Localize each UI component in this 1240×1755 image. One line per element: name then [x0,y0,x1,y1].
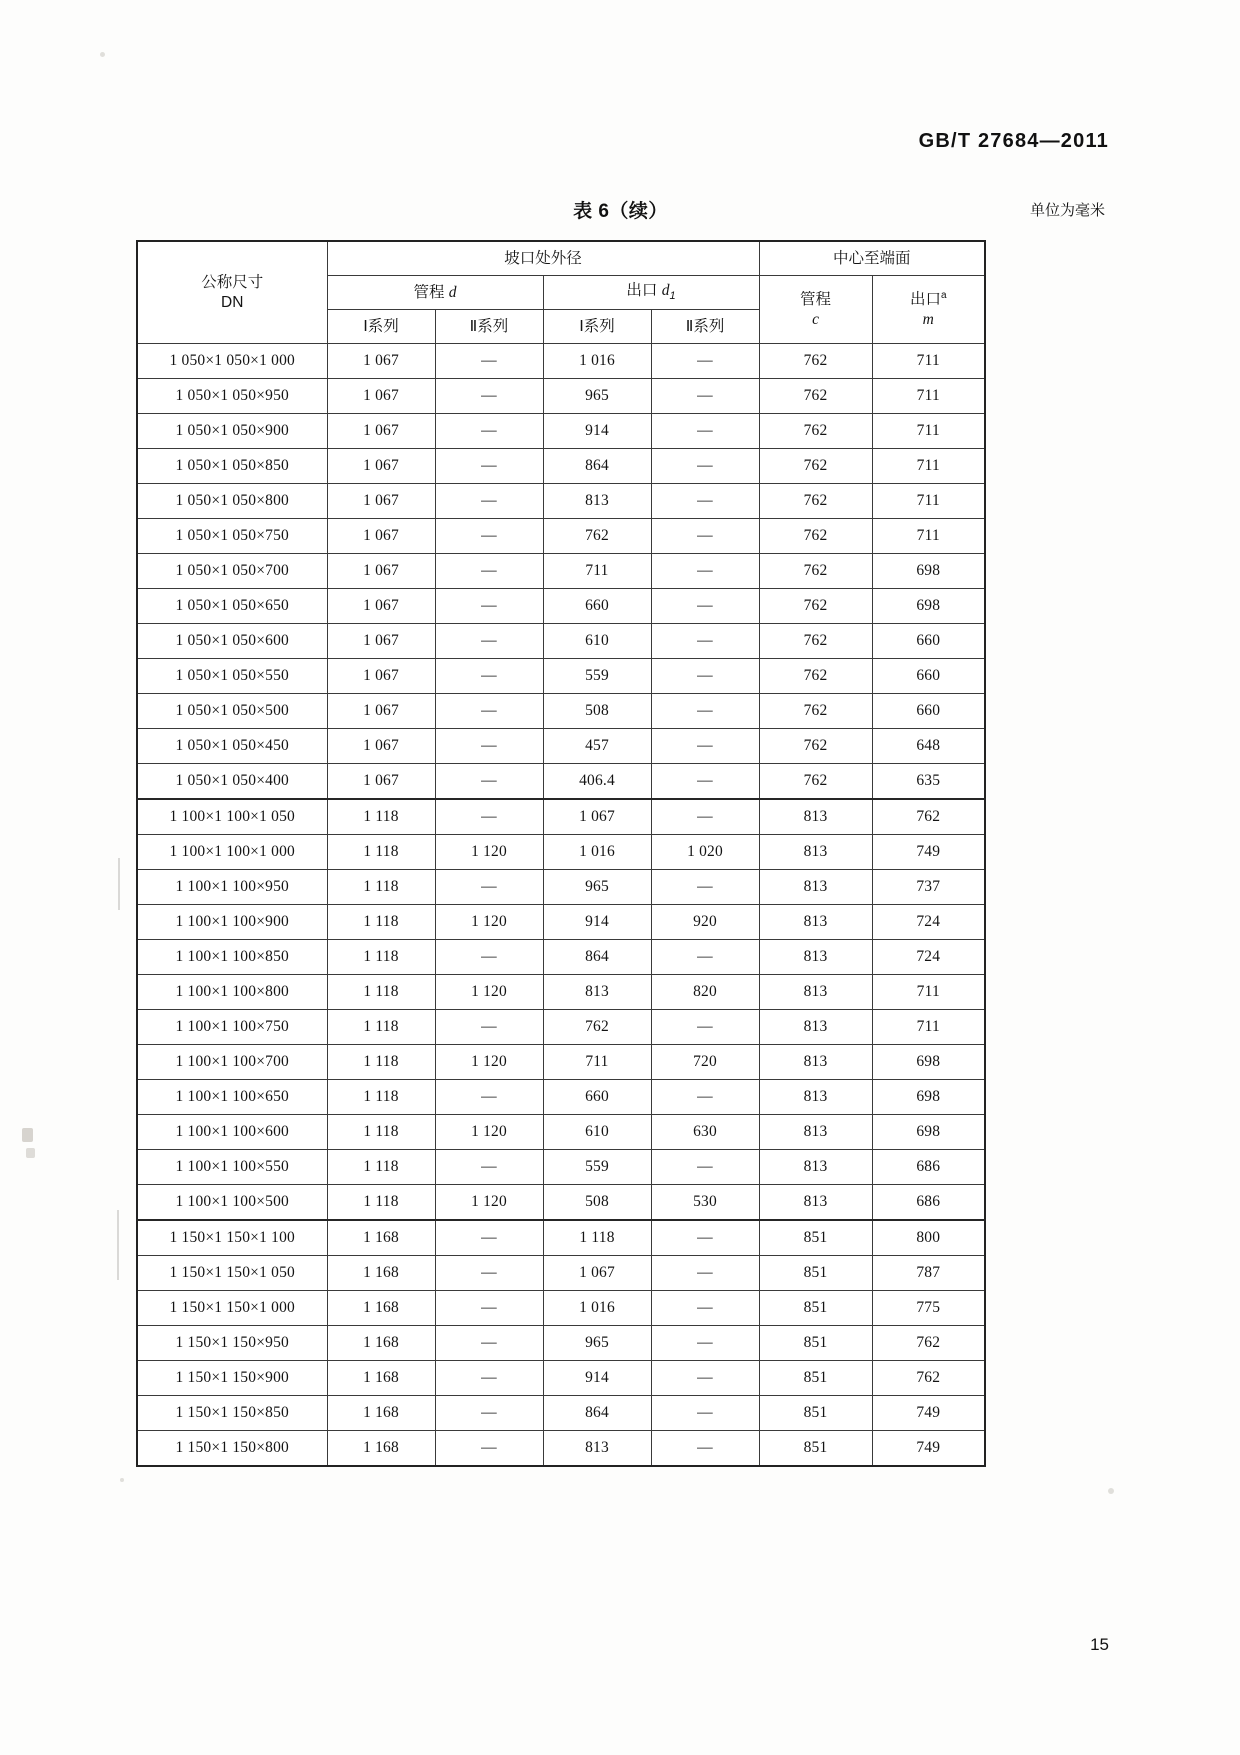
row-run-series-2: — [435,344,543,379]
table-row [137,1045,985,1080]
row-nominal-size: 1 150×1 150×950 [137,1326,327,1361]
dimensions-table [136,240,986,1467]
row-run-series-1: 1 118 [327,799,435,835]
row-center-run-c: 813 [759,1185,872,1221]
header-group-bevel-od: 坡口处外径 [327,241,759,276]
table-row [137,835,985,870]
row-run-series-1: 1 168 [327,1326,435,1361]
row-run-series-2: — [435,659,543,694]
row-outlet-series-2: — [651,1220,759,1256]
row-run-series-2: 1 120 [435,1185,543,1221]
row-outlet-series-2: 720 [651,1045,759,1080]
row-run-series-2: — [435,1291,543,1326]
row-center-run-c: 762 [759,449,872,484]
row-run-series-2: — [435,1150,543,1185]
row-nominal-size: 1 150×1 150×1 050 [137,1256,327,1291]
unit-note: 单位为毫米 [1029,202,1105,219]
table-row [137,1185,985,1221]
table-row [137,764,985,800]
table-row [137,870,985,905]
table-row [137,729,985,764]
header-run-c [759,276,872,344]
row-center-outlet-m: 762 [872,1326,985,1361]
row-outlet-series-1: 914 [543,1361,651,1396]
row-center-outlet-m: 660 [872,659,985,694]
row-run-series-1: 1 067 [327,694,435,729]
row-outlet-series-2: — [651,1080,759,1115]
row-nominal-size: 1 100×1 100×650 [137,1080,327,1115]
row-nominal-size: 1 100×1 100×750 [137,1010,327,1045]
row-center-outlet-m: 711 [872,344,985,379]
row-center-run-c: 762 [759,519,872,554]
row-run-series-2: — [435,1396,543,1431]
scan-speck [26,1148,35,1158]
header-outlet-m-text: 出口 [909,291,941,309]
row-nominal-size: 1 050×1 050×550 [137,659,327,694]
scan-speck [100,52,105,57]
row-nominal-size: 1 050×1 050×700 [137,554,327,589]
row-center-run-c: 813 [759,835,872,870]
row-run-series-2: — [435,484,543,519]
row-center-outlet-m: 737 [872,870,985,905]
row-outlet-series-1: 1 067 [543,799,651,835]
table-row [137,624,985,659]
row-nominal-size: 1 050×1 050×400 [137,764,327,800]
row-outlet-series-1: 406.4 [543,764,651,800]
row-outlet-series-2: 1 020 [651,835,759,870]
row-nominal-size: 1 050×1 050×450 [137,729,327,764]
row-run-series-1: 1 067 [327,554,435,589]
row-outlet-series-2: — [651,554,759,589]
row-run-series-1: 1 067 [327,729,435,764]
header-run-series-1: Ⅰ系列 [327,310,435,344]
row-run-series-2: 1 120 [435,835,543,870]
row-center-outlet-m: 686 [872,1150,985,1185]
row-outlet-series-1: 864 [543,940,651,975]
row-run-series-2: — [435,1361,543,1396]
row-outlet-series-1: 813 [543,975,651,1010]
row-run-series-1: 1 168 [327,1431,435,1467]
table-row [137,659,985,694]
row-nominal-size: 1 050×1 050×1 000 [137,344,327,379]
header-outlet-m-symbol: m [922,310,934,328]
scan-mark [118,858,120,910]
row-center-outlet-m: 711 [872,449,985,484]
row-outlet-series-2: — [651,1150,759,1185]
row-center-run-c: 813 [759,1115,872,1150]
row-outlet-series-2: — [651,940,759,975]
row-outlet-series-1: 1 118 [543,1220,651,1256]
header-outlet-series-1: Ⅰ系列 [543,310,651,344]
row-run-series-2: — [435,729,543,764]
table-row [137,1150,985,1185]
table-row [137,379,985,414]
row-nominal-size: 1 050×1 050×750 [137,519,327,554]
row-run-series-1: 1 168 [327,1396,435,1431]
row-center-outlet-m: 711 [872,379,985,414]
row-run-series-1: 1 067 [327,414,435,449]
table-row [137,484,985,519]
row-outlet-series-1: 610 [543,624,651,659]
row-run-series-1: 1 118 [327,905,435,940]
row-center-outlet-m: 711 [872,414,985,449]
table-title: 表 6（续） [573,201,668,222]
row-outlet-series-2: — [651,1431,759,1467]
row-outlet-series-1: 914 [543,414,651,449]
row-nominal-size: 1 150×1 150×850 [137,1396,327,1431]
row-outlet-series-1: 1 067 [543,1256,651,1291]
row-outlet-series-2: — [651,519,759,554]
table-row [137,1256,985,1291]
row-run-series-2: — [435,1256,543,1291]
row-run-series-2: — [435,1326,543,1361]
row-center-outlet-m: 711 [872,1010,985,1045]
row-run-series-2: — [435,554,543,589]
row-center-run-c: 762 [759,414,872,449]
row-nominal-size: 1 050×1 050×900 [137,414,327,449]
row-nominal-size: 1 150×1 150×1 000 [137,1291,327,1326]
row-outlet-series-2: — [651,624,759,659]
row-outlet-series-1: 813 [543,484,651,519]
row-outlet-series-1: 914 [543,905,651,940]
row-run-series-1: 1 168 [327,1256,435,1291]
header-nominal-size-line1: 公称尺寸 [201,274,264,292]
table-row [137,414,985,449]
row-run-series-2: — [435,449,543,484]
header-run-d [327,276,543,310]
header-outlet-m [872,276,985,344]
row-outlet-series-2: — [651,379,759,414]
header-nominal-size-line2: DN [221,293,244,311]
table-body [137,344,985,1467]
row-center-run-c: 851 [759,1431,872,1467]
row-center-outlet-m: 800 [872,1220,985,1256]
row-center-run-c: 813 [759,975,872,1010]
standard-number-header: GB/T 27684—2011 [918,130,1109,152]
row-center-run-c: 762 [759,764,872,800]
row-outlet-series-1: 559 [543,659,651,694]
header-run-d-symbol: d [448,283,457,301]
row-run-series-1: 1 118 [327,835,435,870]
row-center-outlet-m: 711 [872,519,985,554]
row-center-run-c: 813 [759,1080,872,1115]
row-center-run-c: 762 [759,344,872,379]
row-center-outlet-m: 762 [872,799,985,835]
row-center-outlet-m: 660 [872,694,985,729]
header-group-center-to-end: 中心至端面 [759,241,985,276]
row-outlet-series-2: — [651,1010,759,1045]
row-outlet-series-1: 965 [543,870,651,905]
row-outlet-series-2: 630 [651,1115,759,1150]
row-center-outlet-m: 749 [872,835,985,870]
row-center-run-c: 851 [759,1396,872,1431]
row-outlet-series-1: 660 [543,1080,651,1115]
row-center-outlet-m: 724 [872,940,985,975]
table-row [137,1080,985,1115]
row-run-series-2: — [435,414,543,449]
row-outlet-series-1: 762 [543,519,651,554]
row-nominal-size: 1 050×1 050×650 [137,589,327,624]
row-nominal-size: 1 100×1 100×850 [137,940,327,975]
header-run-series-2: Ⅱ系列 [435,310,543,344]
row-nominal-size: 1 100×1 100×950 [137,870,327,905]
row-outlet-series-2: — [651,799,759,835]
row-run-series-1: 1 067 [327,589,435,624]
row-run-series-2: — [435,799,543,835]
row-outlet-series-1: 965 [543,379,651,414]
row-nominal-size: 1 150×1 150×1 100 [137,1220,327,1256]
row-center-outlet-m: 775 [872,1291,985,1326]
row-center-outlet-m: 698 [872,1045,985,1080]
row-run-series-1: 1 118 [327,1185,435,1221]
row-center-outlet-m: 698 [872,589,985,624]
row-outlet-series-2: — [651,1396,759,1431]
table-row [137,1431,985,1467]
table-row [137,1115,985,1150]
scan-speck [120,1478,124,1482]
header-outlet-m-footnote-marker: a [941,290,947,302]
header-run-d-label: 管程 [413,283,445,301]
row-center-run-c: 813 [759,799,872,835]
row-run-series-1: 1 118 [327,975,435,1010]
row-outlet-series-1: 864 [543,449,651,484]
dimensions-table-wrapper [136,240,976,1467]
header-outlet-m-label [873,290,985,310]
row-outlet-series-1: 610 [543,1115,651,1150]
table-row [137,1326,985,1361]
row-run-series-1: 1 168 [327,1291,435,1326]
row-run-series-2: — [435,519,543,554]
row-center-run-c: 813 [759,905,872,940]
row-center-outlet-m: 749 [872,1396,985,1431]
table-row [137,940,985,975]
table-header [137,241,985,344]
row-run-series-1: 1 118 [327,1150,435,1185]
row-center-outlet-m: 660 [872,624,985,659]
row-outlet-series-1: 864 [543,1396,651,1431]
row-run-series-1: 1 067 [327,344,435,379]
row-center-run-c: 762 [759,624,872,659]
row-outlet-series-2: — [651,1326,759,1361]
row-outlet-series-1: 457 [543,729,651,764]
row-nominal-size: 1 050×1 050×500 [137,694,327,729]
row-nominal-size: 1 050×1 050×600 [137,624,327,659]
row-run-series-1: 1 118 [327,870,435,905]
row-outlet-series-2: — [651,1291,759,1326]
row-run-series-2: — [435,1080,543,1115]
row-center-outlet-m: 698 [872,1080,985,1115]
row-run-series-1: 1 067 [327,519,435,554]
row-run-series-2: — [435,589,543,624]
row-nominal-size: 1 150×1 150×900 [137,1361,327,1396]
row-center-run-c: 813 [759,1010,872,1045]
table-row [137,519,985,554]
row-outlet-series-1: 660 [543,589,651,624]
row-run-series-2: 1 120 [435,1045,543,1080]
row-nominal-size: 1 150×1 150×800 [137,1431,327,1467]
row-run-series-2: — [435,694,543,729]
row-outlet-series-2: — [651,764,759,800]
row-run-series-1: 1 067 [327,764,435,800]
row-outlet-series-2: 920 [651,905,759,940]
row-run-series-2: — [435,624,543,659]
row-run-series-2: — [435,379,543,414]
row-nominal-size: 1 100×1 100×1 000 [137,835,327,870]
row-center-run-c: 762 [759,659,872,694]
row-run-series-1: 1 118 [327,1115,435,1150]
table-row [137,554,985,589]
scan-speck [22,1128,33,1142]
row-outlet-series-2: — [651,344,759,379]
table-row [137,449,985,484]
row-center-run-c: 851 [759,1361,872,1396]
table-row [137,1220,985,1256]
header-outlet-d1 [543,276,759,310]
row-outlet-series-2: — [651,870,759,905]
row-nominal-size: 1 100×1 100×600 [137,1115,327,1150]
row-center-run-c: 813 [759,870,872,905]
row-run-series-1: 1 118 [327,940,435,975]
row-outlet-series-1: 711 [543,1045,651,1080]
row-run-series-2: — [435,870,543,905]
table-row [137,1361,985,1396]
header-run-c-label: 管程 [800,291,832,309]
row-outlet-series-2: — [651,1256,759,1291]
row-outlet-series-1: 508 [543,1185,651,1221]
row-center-outlet-m: 686 [872,1185,985,1221]
row-outlet-series-1: 762 [543,1010,651,1045]
scan-speck [1108,1488,1114,1494]
table-row [137,905,985,940]
row-center-run-c: 851 [759,1256,872,1291]
row-nominal-size: 1 100×1 100×550 [137,1150,327,1185]
row-center-run-c: 762 [759,484,872,519]
row-center-run-c: 813 [759,1150,872,1185]
row-run-series-1: 1 168 [327,1220,435,1256]
row-outlet-series-1: 559 [543,1150,651,1185]
row-center-outlet-m: 724 [872,905,985,940]
row-run-series-1: 1 067 [327,659,435,694]
table-row [137,1291,985,1326]
row-outlet-series-2: — [651,694,759,729]
row-run-series-1: 1 168 [327,1361,435,1396]
row-run-series-1: 1 067 [327,484,435,519]
row-nominal-size: 1 100×1 100×700 [137,1045,327,1080]
row-center-outlet-m: 762 [872,1361,985,1396]
row-run-series-1: 1 118 [327,1045,435,1080]
row-run-series-2: — [435,764,543,800]
row-nominal-size: 1 100×1 100×500 [137,1185,327,1221]
row-outlet-series-1: 1 016 [543,835,651,870]
row-outlet-series-1: 1 016 [543,344,651,379]
row-center-run-c: 851 [759,1326,872,1361]
row-run-series-2: 1 120 [435,1115,543,1150]
row-center-outlet-m: 635 [872,764,985,800]
row-center-run-c: 762 [759,694,872,729]
page-number: 15 [1090,1635,1109,1654]
row-run-series-1: 1 118 [327,1080,435,1115]
header-outlet-series-2: Ⅱ系列 [651,310,759,344]
row-run-series-2: 1 120 [435,975,543,1010]
row-outlet-series-2: — [651,659,759,694]
row-center-run-c: 762 [759,589,872,624]
row-outlet-series-2: — [651,729,759,764]
header-nominal-size [137,241,327,344]
row-run-series-1: 1 118 [327,1010,435,1045]
row-run-series-2: — [435,1220,543,1256]
header-outlet-d1-label: 出口 [626,282,658,300]
row-center-run-c: 813 [759,940,872,975]
row-nominal-size: 1 100×1 100×800 [137,975,327,1010]
row-center-outlet-m: 698 [872,1115,985,1150]
row-run-series-1: 1 067 [327,624,435,659]
row-run-series-1: 1 067 [327,379,435,414]
row-center-run-c: 851 [759,1291,872,1326]
table-row [137,799,985,835]
row-outlet-series-2: — [651,414,759,449]
row-run-series-2: — [435,1010,543,1045]
row-run-series-2: 1 120 [435,905,543,940]
row-outlet-series-1: 965 [543,1326,651,1361]
header-run-c-symbol: c [812,310,819,328]
row-nominal-size: 1 050×1 050×950 [137,379,327,414]
table-caption-row [136,196,1105,224]
table-row [137,975,985,1010]
row-nominal-size: 1 100×1 100×1 050 [137,799,327,835]
row-outlet-series-2: 530 [651,1185,759,1221]
row-center-run-c: 762 [759,379,872,414]
row-outlet-series-2: — [651,589,759,624]
row-center-outlet-m: 711 [872,484,985,519]
header-outlet-d1-symbol: d [661,282,670,300]
row-run-series-2: — [435,1431,543,1467]
row-center-run-c: 851 [759,1220,872,1256]
row-center-outlet-m: 648 [872,729,985,764]
row-outlet-series-2: — [651,484,759,519]
row-nominal-size: 1 050×1 050×800 [137,484,327,519]
row-run-series-2: — [435,940,543,975]
row-center-outlet-m: 787 [872,1256,985,1291]
scan-mark [117,1210,119,1280]
row-run-series-1: 1 067 [327,449,435,484]
table-row [137,344,985,379]
row-outlet-series-1: 711 [543,554,651,589]
row-outlet-series-2: 820 [651,975,759,1010]
row-nominal-size: 1 050×1 050×850 [137,449,327,484]
row-center-outlet-m: 711 [872,975,985,1010]
table-row [137,589,985,624]
table-row [137,1010,985,1045]
table-row [137,1396,985,1431]
row-outlet-series-1: 813 [543,1431,651,1467]
row-center-run-c: 762 [759,729,872,764]
table-row [137,694,985,729]
header-outlet-d1-subscript: 1 [669,290,676,303]
row-center-run-c: 762 [759,554,872,589]
row-outlet-series-2: — [651,1361,759,1396]
row-center-outlet-m: 698 [872,554,985,589]
header-row-groups [137,241,985,276]
row-nominal-size: 1 100×1 100×900 [137,905,327,940]
row-outlet-series-1: 508 [543,694,651,729]
row-center-run-c: 813 [759,1045,872,1080]
row-center-outlet-m: 749 [872,1431,985,1467]
row-outlet-series-2: — [651,449,759,484]
row-outlet-series-1: 1 016 [543,1291,651,1326]
